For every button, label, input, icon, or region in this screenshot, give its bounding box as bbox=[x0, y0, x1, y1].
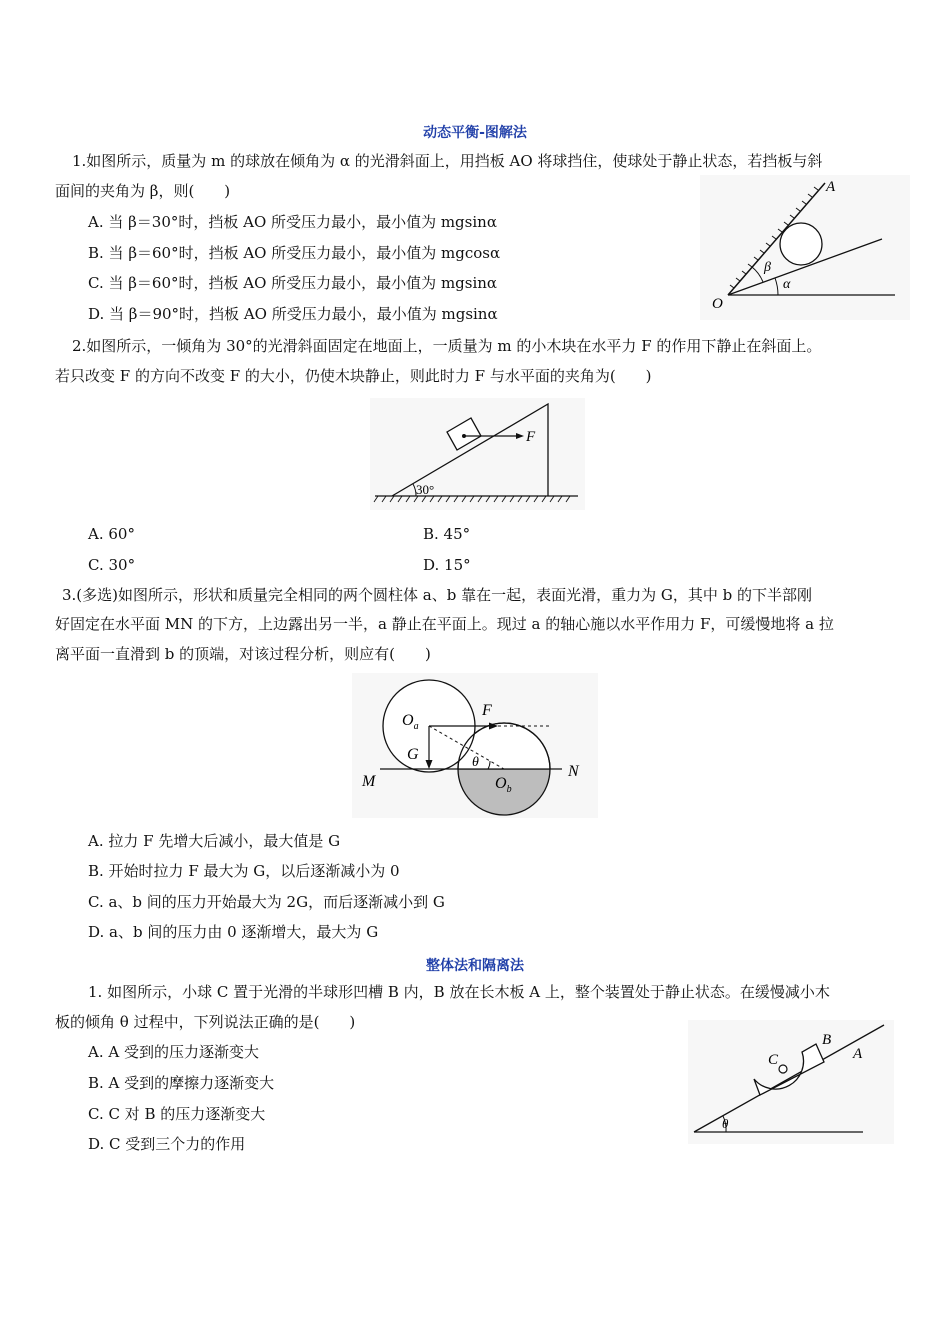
q2-option-c: C. 30° bbox=[88, 556, 136, 574]
q3-stem-line1: 3.(多选)如图所示，形状和质量完全相同的两个圆柱体 a、b 靠在一起，表面光滑，重力为 G，其中 b 的下半部刚 bbox=[62, 586, 812, 604]
q1-label-o: O bbox=[712, 296, 723, 312]
s2q1-stem-line2: 板的倾角 θ 过程中，下列说法正确的是( ) bbox=[55, 1013, 356, 1031]
q2-option-b: B. 45° bbox=[423, 525, 471, 543]
q3-label-n: N bbox=[568, 763, 579, 780]
s2q1-stem-line1: 1. 如图所示，小球 C 置于光滑的半球形凹槽 B 内，B 放在长木板 A 上，整个装置处于静止状态。在缓慢减小木 bbox=[88, 983, 830, 1001]
q3-option-a: A. 拉力 F 先增大后减小，最大值是 G bbox=[88, 832, 341, 850]
s2q1-label-c: C bbox=[768, 1052, 779, 1068]
q2-stem-line1: 2.如图所示，一倾角为 30°的光滑斜面固定在地面上，一质量为 m 的小木块在水平力 F 的作用下静止在斜面上。 bbox=[72, 337, 822, 355]
q3-label-g: G bbox=[407, 746, 419, 763]
s2q1-option-a: A. A 受到的压力逐渐变大 bbox=[88, 1043, 259, 1061]
q2-option-d: D. 15° bbox=[423, 556, 471, 574]
s2q1-label-theta: θ bbox=[722, 1116, 729, 1131]
q3-option-d: D. a、b 间的压力由 0 逐渐增大，最大为 G bbox=[88, 923, 379, 941]
q2-label-angle: 30° bbox=[416, 482, 435, 497]
s2q1-label-a: A bbox=[853, 1046, 863, 1062]
q1-label-a: A bbox=[826, 179, 836, 195]
q3-option-c: C. a、b 间的压力开始最大为 2G，而后逐渐减小到 G bbox=[88, 893, 445, 911]
q2-label-f: F bbox=[526, 429, 536, 445]
q1-label-alpha: α bbox=[783, 277, 791, 292]
q3-label-f: F bbox=[482, 702, 492, 719]
q2-option-a: A. 60° bbox=[88, 525, 135, 543]
s2q1-figure bbox=[688, 1020, 894, 1144]
q3-label-ob: $O_b$ bbox=[495, 775, 512, 795]
q3-figure bbox=[352, 673, 598, 818]
q2-stem-line2: 若只改变 F 的方向不改变 F 的大小，仍使木块静止，则此时力 F 与水平面的夹角为( ) bbox=[55, 367, 652, 385]
section-title-dynamic-equilibrium: 动态平衡-图解法 bbox=[423, 125, 527, 141]
q1-option-d: D. 当 β＝90°时，挡板 AO 所受压力最小，最小值为 mgsinα bbox=[88, 305, 498, 323]
q1-stem-line1: 1.如图所示，质量为 m 的球放在倾角为 α 的光滑斜面上，用挡板 AO 将球挡住，使球处于静止状态，若挡板与斜 bbox=[72, 152, 823, 170]
q3-label-oa: $O_a$ bbox=[402, 712, 419, 732]
q3-option-b: B. 开始时拉力 F 最大为 G，以后逐渐减小为 0 bbox=[88, 862, 400, 880]
q1-figure bbox=[700, 175, 910, 320]
q1-option-a: A. 当 β＝30°时，挡板 AO 所受压力最小，最小值为 mgsinα bbox=[88, 213, 497, 231]
q1-option-b: B. 当 β＝60°时，挡板 AO 所受压力最小，最小值为 mgcosα bbox=[88, 244, 501, 262]
q3-label-theta: θ bbox=[472, 755, 479, 770]
s2q1-label-b: B bbox=[822, 1032, 832, 1048]
q1-stem-line2: 面间的夹角为 β，则( ) bbox=[55, 182, 231, 200]
s2q1-option-c: C. C 对 B 的压力逐渐变大 bbox=[88, 1105, 266, 1123]
q2-figure bbox=[370, 398, 585, 510]
q1-label-beta: β bbox=[764, 260, 771, 275]
q3-stem-line2: 好固定在水平面 MN 的下方，上边露出另一半，a 静止在平面上。现过 a 的轴心施以水平作用力 F，可缓慢地将 a 拉 bbox=[55, 615, 834, 633]
q1-option-c: C. 当 β＝60°时，挡板 AO 所受压力最小，最小值为 mgsinα bbox=[88, 274, 498, 292]
s2q1-option-b: B. A 受到的摩擦力逐渐变大 bbox=[88, 1074, 275, 1092]
q3-stem-line3: 离平面一直滑到 b 的顶端，对该过程分析，则应有( ) bbox=[55, 645, 431, 663]
s2q1-option-d: D. C 受到三个力的作用 bbox=[88, 1135, 246, 1153]
q3-label-m: M bbox=[362, 773, 376, 790]
section-title-whole-isolation: 整体法和隔离法 bbox=[426, 958, 524, 974]
